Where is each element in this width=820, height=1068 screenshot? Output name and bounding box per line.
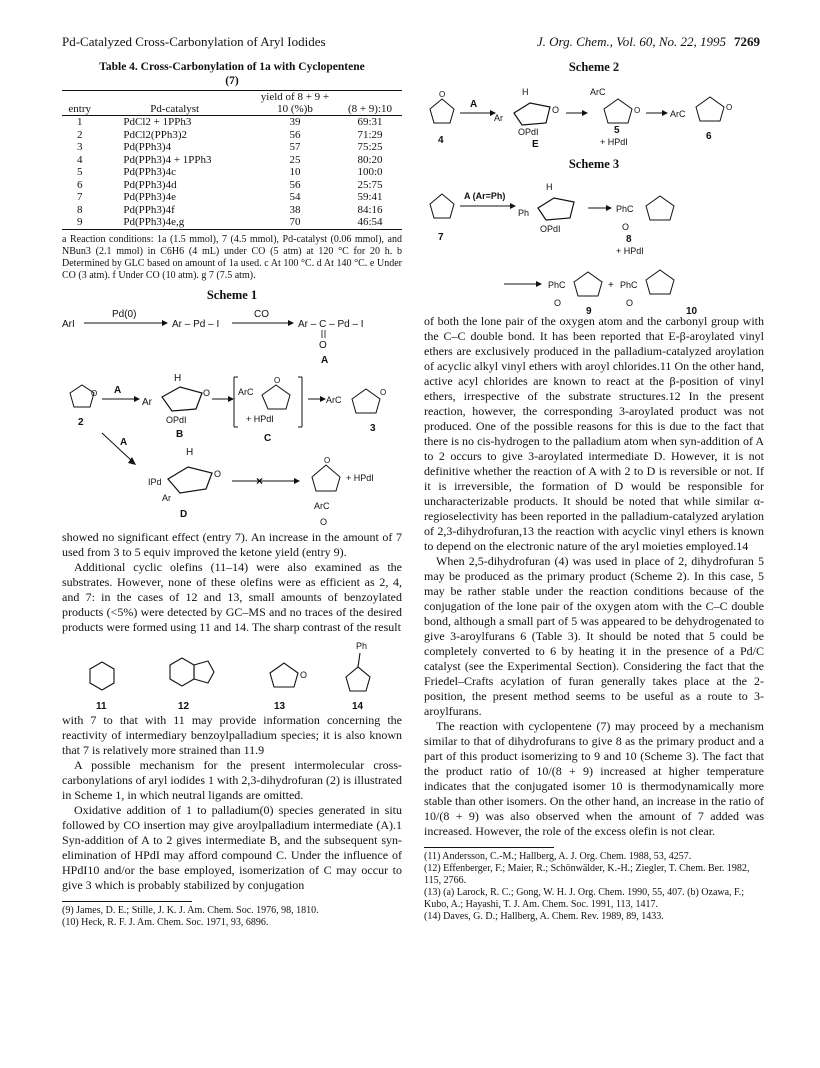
table-row xyxy=(62,204,402,217)
running-header-title: Pd-Catalyzed Cross-Carbonylation of Aryl Iodides xyxy=(62,34,326,49)
svg-text:O: O xyxy=(726,103,733,112)
svg-text:O: O xyxy=(634,106,641,115)
cell-entry: 1 xyxy=(76,116,83,128)
s1-A-arrow: A xyxy=(114,384,122,396)
footnote-12: (12) Effenberger, F.; Maier, R.; Schönwälder, K.-H.; Ziegler, T. Chem. Ber. 1982, 115, 2766. xyxy=(424,863,750,886)
s1-D: D xyxy=(180,508,188,520)
cell-catalyst: PdCl2(PPh3)2 xyxy=(123,128,187,141)
cell-yield: 56 xyxy=(289,128,301,141)
s3-ph: Ph xyxy=(518,208,530,218)
svg-text:O: O xyxy=(214,468,222,479)
cell-ratio: 100:0 xyxy=(357,166,383,178)
s1-A-label: A xyxy=(321,354,329,366)
footnote-11: (11) Andersson, C.-M.; Hallberg, A. J. Org. Chem. 1988, 53, 4257. xyxy=(424,851,692,862)
cell-catalyst: PdCl2 + 1PPh3 xyxy=(123,116,192,128)
svg-text:O: O xyxy=(203,387,211,398)
s3-phc1: PhC xyxy=(616,204,634,214)
svg-text:O: O xyxy=(274,375,281,385)
footnote-rule-left xyxy=(62,901,192,902)
svg-text:O: O xyxy=(380,387,387,397)
cell-yield: 39 xyxy=(289,116,301,128)
svg-text:O: O xyxy=(300,669,308,680)
s1-hpdi2: + HPdI xyxy=(346,472,374,483)
svg-text:O: O xyxy=(320,516,328,527)
cell-yield: 10 xyxy=(289,166,301,178)
s3-plus: + xyxy=(608,280,614,291)
scheme1-diagram xyxy=(62,305,402,530)
s2-hpdi: + HPdI xyxy=(600,137,628,147)
s1-arpdi: Ar – Pd – I xyxy=(172,318,220,330)
table-body xyxy=(62,116,402,230)
svg-text:O: O xyxy=(324,455,331,465)
cell-ratio: 59:41 xyxy=(357,191,383,203)
s3-h: H xyxy=(546,182,553,192)
col-header-ratio: (8 + 9):10 xyxy=(347,103,393,115)
s3-phc3: PhC xyxy=(620,280,638,290)
s1-ari: ArI xyxy=(62,318,75,330)
right-paragraph-2: When 2,5-dihydrofuran (4) was used in place of 2, dihydrofuran 5 may be produced as the primary product (Scheme 2). In this case, 5 may be rather stable under the reaction conditions because of the conjugation of the lone pair of the oxygen atom with the C–C double bond, although a small part of 5 was appeared to be dehydrogenated to give 3-aroylfurans 6 (Table 3). It should be noted that 5 could be completely converted to 6 by heating it in the presence of a Pd/C catalyst (see the Experimental Section). Considering the fact that the Friedel–Crafts acylation of furan generally takes place at the 2-position, the present method seems to be useful as a route to 3-aroylfurans. xyxy=(424,554,764,718)
s3-7: 7 xyxy=(438,232,444,243)
cell-yield: 38 xyxy=(289,203,301,216)
svg-text:O: O xyxy=(91,388,98,398)
table-row xyxy=(62,216,402,229)
cell-ratio: 46:54 xyxy=(357,216,383,228)
s1-A-diag: A xyxy=(120,436,128,448)
cell-ratio: 80:20 xyxy=(357,153,383,166)
olefin-11-label: 11 xyxy=(96,700,107,712)
s3-opdi: OPdI xyxy=(540,224,561,234)
table-caption-line1: Table 4. Cross-Carbonylation of 1a with Cyclopentene xyxy=(99,61,365,73)
cell-ratio: 25:75 xyxy=(357,178,383,191)
cell-ratio: 71:29 xyxy=(357,128,383,141)
cell-yield: 57 xyxy=(289,141,301,153)
table-row xyxy=(62,154,402,167)
s3-o3: O xyxy=(626,298,634,308)
s1-ar2: Ar xyxy=(162,492,171,503)
right-paragraph-3: The reaction with cyclopentene (7) may proceed by a mechanism similar to that of dihydrofurans to give 8 as the primary product and a part of this product isomerizing to 9 and 10 (Scheme 3). The fact that the product ratio of 10/(8 + 9) increased at higher temperature indicates that the conjugated isomer 10 is thermodynamically more stable than other isomers. On the other hand, an increase in the ratio of 10/(8 + 9) was also observed when the amount of 7 added was increased. However, the role of the excess olefin is not clear. xyxy=(424,719,764,838)
cell-entry: 3 xyxy=(76,141,83,153)
cell-catalyst: Pd(PPh3)4 xyxy=(123,141,172,153)
s1-h2: H xyxy=(186,446,194,458)
cell-catalyst: Pd(PPh3)4 + 1PPh3 xyxy=(123,153,212,166)
s1-acyl: Ar – C – Pd – I xyxy=(298,318,364,330)
s2-4: 4 xyxy=(438,135,444,146)
cell-entry: 2 xyxy=(76,128,83,141)
col-header-catalyst: Pd-catalyst xyxy=(150,103,200,115)
s2-opdi: OPdI xyxy=(518,127,539,137)
footnote-9: (9) James, D. E.; Stille, J. K. J. Am. Chem. Soc. 1976, 98, 1810. xyxy=(62,904,319,916)
cell-entry: 9 xyxy=(76,216,83,228)
olefin-14-ph: Ph xyxy=(356,640,368,651)
s3-hpdi: + HPdI xyxy=(616,246,644,256)
s2-E: E xyxy=(532,139,539,150)
col-header-entry: entry xyxy=(68,103,91,115)
col-header-yield: yield of 8 + 9 + 10 (%)b xyxy=(260,91,330,115)
left-paragraph-2: Additional cyclic olefins (11–14) were also examined as the substrates. However, none of these olefins were as efficient as 2, 4, and 7: in the cases of 12 and 13, small amounts of benzoylated products (<5%) were detected by GC–MS and no traces of the desired products were formed using 11 and 14. The sharp contrast of the result xyxy=(62,559,402,634)
svg-text:O: O xyxy=(552,105,560,115)
footnote-13: (13) (a) Larock, R. C.; Gong, W. H. J. Org. Chem. 1990, 55, 407. (b) Ozawa, F.; Kubo, A.; Hayashi, T. J. Am. Chem. Soc. 1991, 113, 1417. xyxy=(424,887,745,910)
cell-entry: 5 xyxy=(76,166,83,178)
cell-catalyst: Pd(PPh3)4e,g xyxy=(123,216,185,228)
cell-yield: 25 xyxy=(289,153,301,166)
s2-h: H xyxy=(522,87,529,97)
left-paragraph-5: Oxidative addition of 1 to palladium(0) species generated in situ followed by CO insertion may give aroylpalladium intermediate (A).1 Syn-addition of A to 2 gives intermediate B, and the subsequent syn-elimination of HPdI may afford compound C. Under the influence of HPdI10 and/or the base employed, isomerization of C may occur to give 3 which is probably stabilized by conjugation xyxy=(62,802,402,892)
olefin-13-label: 13 xyxy=(274,700,286,712)
cell-catalyst: Pd(PPh3)4d xyxy=(123,178,177,191)
table-row xyxy=(62,191,402,204)
right-paragraph-1: of both the lone pair of the oxygen atom and the carbonyl group with the C–C double bond. It has been reported that E-β-aroylated vinyl ethers are exclusively produced in the palladium-catalyzed aroylation of acyclic alkyl vinyl ethers with aroyl chlorides.11 On the other hand, active acyl chlorides are known to react at the β-position of vinyl ethers, irrespective of the substrate structures.12 In the present reaction, however, the corresponding 3-aroylated product was not produced. One of the possible reasons for this is due to the fact that there is no cis-hydrogen to the palladium atom when syn-addition of A to 2 occurs to give 3-aroylated intermediate D. However, it is not definitive whether the reaction of A with 2 to D is reversible or not. If it is irreversible, the formation of D would be responsible for uncharacterizable products. It should be noted that while similar α-regioselectivity has been reported in the palladium-catalyzed arylation of 2,3-dihydrofuran,13 the reaction with acyclic vinyl ethers is known to depend on the electronic nature of the aryl moieties employed.14 xyxy=(424,314,764,553)
s1-arc3: ArC xyxy=(314,500,330,511)
cell-catalyst: Pd(PPh3)4f xyxy=(123,203,175,216)
footnote-14: (14) Daves, G. D.; Hallberg, A. Chem. Rev. 1989, 89, 1433. xyxy=(424,911,664,922)
s2-arc2: ArC xyxy=(670,109,686,119)
scheme3-title: Scheme 3 xyxy=(568,157,620,171)
s2-5: 5 xyxy=(614,125,620,136)
journal-citation: J. Org. Chem., Vol. 60, No. 22, 1995 xyxy=(536,34,726,49)
cell-yield: 56 xyxy=(289,178,301,191)
cell-ratio: 84:16 xyxy=(357,203,383,216)
svg-text:×: × xyxy=(256,473,264,488)
s3-8: 8 xyxy=(626,234,632,245)
s1-h1: H xyxy=(174,372,182,384)
table-4 xyxy=(62,90,402,230)
table-row xyxy=(62,166,402,179)
s1-co: CO xyxy=(254,308,269,320)
cell-ratio: 75:25 xyxy=(357,141,383,153)
table-row xyxy=(62,141,402,154)
table-row xyxy=(62,179,402,192)
s1-hpdi: + HPdI xyxy=(246,413,274,424)
s3-phc2: PhC xyxy=(548,280,566,290)
s1-B: B xyxy=(176,428,184,440)
cell-entry: 7 xyxy=(76,191,83,203)
s1-ar: Ar xyxy=(142,396,152,408)
right-column xyxy=(424,60,764,923)
running-header-journal xyxy=(537,34,760,50)
scheme1-title: Scheme 1 xyxy=(206,287,258,302)
s3-10: 10 xyxy=(686,306,698,314)
page-number: 7269 xyxy=(734,34,760,49)
s1-pd0: Pd(0) xyxy=(112,308,137,320)
s3-9: 9 xyxy=(586,306,592,314)
olefins-diagram xyxy=(62,635,402,713)
left-paragraph-4: A possible mechanism for the present intermolecular cross-carbonylations of aryl iodides 1 with 2,3-dihydrofuran (2) is illustrated in Scheme 1, in which neutral ligands are omitted. xyxy=(62,757,402,802)
table-footnote: a Reaction conditions: 1a (1.5 mmol), 7 (4.5 mmol), Pd-catalyst (0.06 mmol), and NBun3 (2.1 mmol) in C6H6 (4 mL) under CO (5 atm) at 120 °C for 20 h. b Determined by GLC based on amount of 1a used. c At 100 °C. d At 140 °C. e Under CO (3 atm). f Under CO (10 atm). g 7 (7.5 atm). xyxy=(62,233,402,281)
s1-2: 2 xyxy=(78,416,84,428)
svg-text:O: O xyxy=(439,90,446,99)
s2-ar: Ar xyxy=(494,113,503,123)
s1-3: 3 xyxy=(370,422,376,434)
cell-catalyst: Pd(PPh3)4c xyxy=(123,166,176,178)
cell-entry: 6 xyxy=(76,178,83,191)
s1-C: C xyxy=(264,432,272,444)
s2-A: A xyxy=(470,99,478,110)
left-column xyxy=(62,60,402,929)
footnote-10: (10) Heck, R. F. J. Am. Chem. Soc. 1971, 93, 6896. xyxy=(62,916,269,928)
s3-o1: O xyxy=(622,222,630,232)
cell-ratio: 69:31 xyxy=(357,116,383,128)
scheme2-diagram xyxy=(424,77,764,151)
table-row xyxy=(62,129,402,142)
table-caption xyxy=(62,60,402,88)
left-paragraph-1: showed no significant effect (entry 7). An increase in the amount of 7 used from 3 to 5 equiv improved the ketone yield (entry 9). xyxy=(62,529,402,559)
cell-entry: 8 xyxy=(76,203,83,216)
s2-arc1: ArC xyxy=(590,87,606,97)
scheme2-title: Scheme 2 xyxy=(568,60,620,74)
olefin-14-label: 14 xyxy=(352,700,364,712)
cell-yield: 70 xyxy=(289,216,301,228)
s3-o2: O xyxy=(554,298,562,308)
s3-a-arph: A (Ar=Ph) xyxy=(464,191,506,201)
table-caption-line2: (7) xyxy=(225,75,239,87)
scheme3-diagram xyxy=(424,174,764,314)
table-row xyxy=(62,116,402,129)
s1-o: O xyxy=(319,339,327,351)
s2-6: 6 xyxy=(706,131,712,142)
cell-entry: 4 xyxy=(76,153,83,166)
s1-arc1: ArC xyxy=(238,386,254,397)
s1-arc2: ArC xyxy=(326,394,342,405)
footnote-rule-right xyxy=(424,847,554,848)
cell-catalyst: Pd(PPh3)4e xyxy=(123,191,176,203)
left-paragraph-3: with 7 to that with 11 may provide information concerning the reactivity of intermediary benzoylpalladium species; it is also known that 7 is relatively more strained than 11.9 xyxy=(62,712,402,757)
olefin-12-label: 12 xyxy=(178,700,190,712)
cell-yield: 54 xyxy=(289,191,301,203)
s1-ipd: IPd xyxy=(148,476,162,487)
s1-opdi: OPdI xyxy=(166,414,187,425)
